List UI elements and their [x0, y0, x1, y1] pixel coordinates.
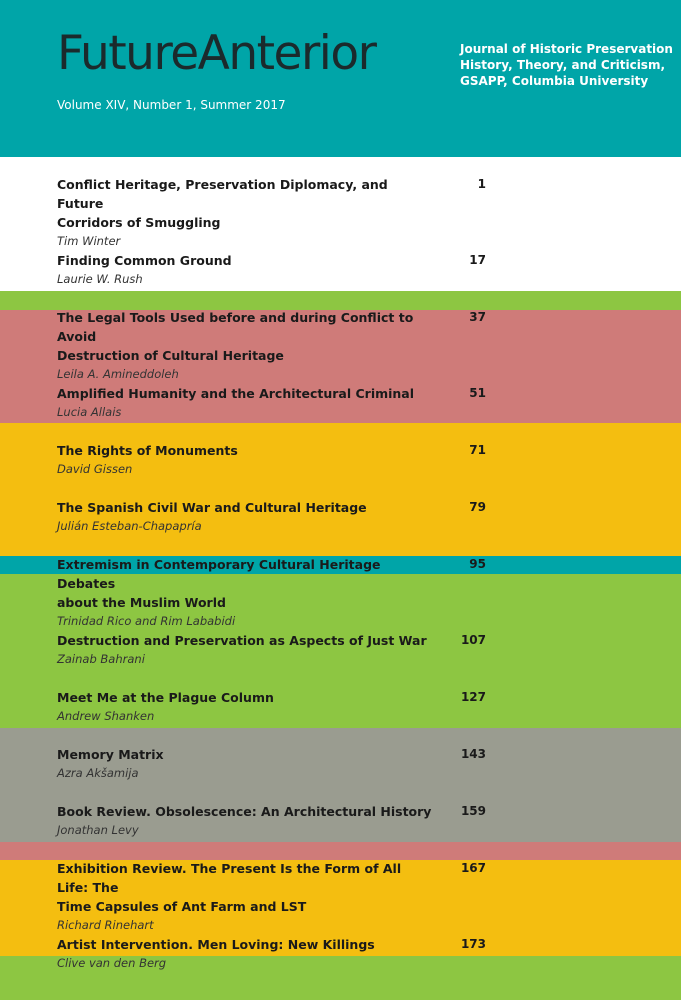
page-number: 159 [460, 804, 486, 818]
page-number: 51 [469, 386, 486, 400]
page-number: 143 [460, 747, 486, 761]
toc-entry-6 [57, 498, 432, 535]
toc-entry-3 [57, 308, 432, 383]
toc-entry-5 [57, 441, 432, 478]
page-number: 79 [469, 500, 486, 514]
journal-title: FutureAnterior [57, 26, 376, 81]
entry-title-line: Corridors of Smuggling [57, 215, 221, 230]
entry-author: David Gissen [57, 462, 133, 476]
page-number: 167 [460, 861, 486, 875]
masthead [0, 0, 681, 157]
page-number: 95 [469, 557, 486, 571]
page-number: 71 [469, 443, 486, 457]
entry-title-line: Conflict Heritage, Preservation Diplomacy, and Future [57, 177, 388, 211]
page-number: 173 [460, 937, 486, 951]
page-number: 107 [460, 633, 486, 647]
band-rose-2 [0, 842, 681, 860]
entry-author: Zainab Bahrani [57, 652, 145, 666]
entry-author: Trinidad Rico and Rim Lababidi [57, 614, 236, 628]
journal-line-3: GSAPP, Columbia University [460, 74, 649, 88]
toc-entry-7 [57, 555, 432, 630]
volume-info: Volume XIV, Number 1, Summer 2017 [57, 98, 286, 112]
page-number: 1 [477, 177, 486, 191]
toc-entry-10 [57, 745, 432, 782]
page-number: 127 [460, 690, 486, 704]
page-number: 37 [469, 310, 486, 324]
toc-entry-8 [57, 631, 432, 668]
entry-title-line: The Spanish Civil War and Cultural Heritage [57, 500, 367, 515]
entry-title-line: about the Muslim World [57, 595, 226, 610]
entry-author: Lucia Allais [57, 405, 122, 419]
entry-title-line: The Rights of Monuments [57, 443, 238, 458]
entry-title-line: The Legal Tools Used before and during Conflict to Avoid [57, 310, 414, 344]
entry-title-line: Destruction of Cultural Heritage [57, 348, 284, 363]
toc-entry-4 [57, 384, 432, 421]
entry-title-line: Destruction and Preservation as Aspects of Just War [57, 633, 427, 648]
entry-title-line: Meet Me at the Plague Column [57, 690, 274, 705]
page-number: 17 [469, 253, 486, 267]
entry-title-line: Exhibition Review. The Present Is the Form of All Life: The [57, 861, 402, 895]
entry-title-line: Finding Common Ground [57, 253, 232, 268]
entry-author: Jonathan Levy [57, 823, 139, 837]
entry-author: Julián Esteban-Chapapría [57, 519, 202, 533]
entry-title-line: Time Capsules of Ant Farm and LST [57, 899, 307, 914]
entry-author: Laurie W. Rush [57, 272, 143, 286]
entry-title-line: Memory Matrix [57, 747, 164, 762]
entry-author: Tim Winter [57, 234, 121, 248]
entry-author: Richard Rinehart [57, 918, 154, 932]
entry-author: Clive van den Berg [57, 956, 167, 970]
journal-line-1: Journal of Historic Preservation [460, 42, 673, 56]
toc-entry-12 [57, 859, 432, 934]
toc-entry-9 [57, 688, 432, 725]
entry-title-line: Book Review. Obsolescence: An Architectural History [57, 804, 432, 819]
journal-line-2: History, Theory, and Criticism, [460, 58, 666, 72]
journal-description [460, 41, 675, 89]
entry-title-line: Artist Intervention. Men Loving: New Killings [57, 937, 375, 952]
entry-author: Andrew Shanken [57, 709, 155, 723]
entry-author: Leila A. Amineddoleh [57, 367, 179, 381]
toc-entry-13 [57, 935, 432, 972]
entry-title-line: Amplified Humanity and the Architectural Criminal [57, 386, 415, 401]
entry-title-line: Extremism in Contemporary Cultural Heritage Debates [57, 557, 381, 591]
toc-entry-2 [57, 251, 432, 288]
toc-entry-1 [57, 175, 432, 250]
entry-author: Azra Akšamija [57, 766, 139, 780]
toc-entry-11 [57, 802, 432, 839]
